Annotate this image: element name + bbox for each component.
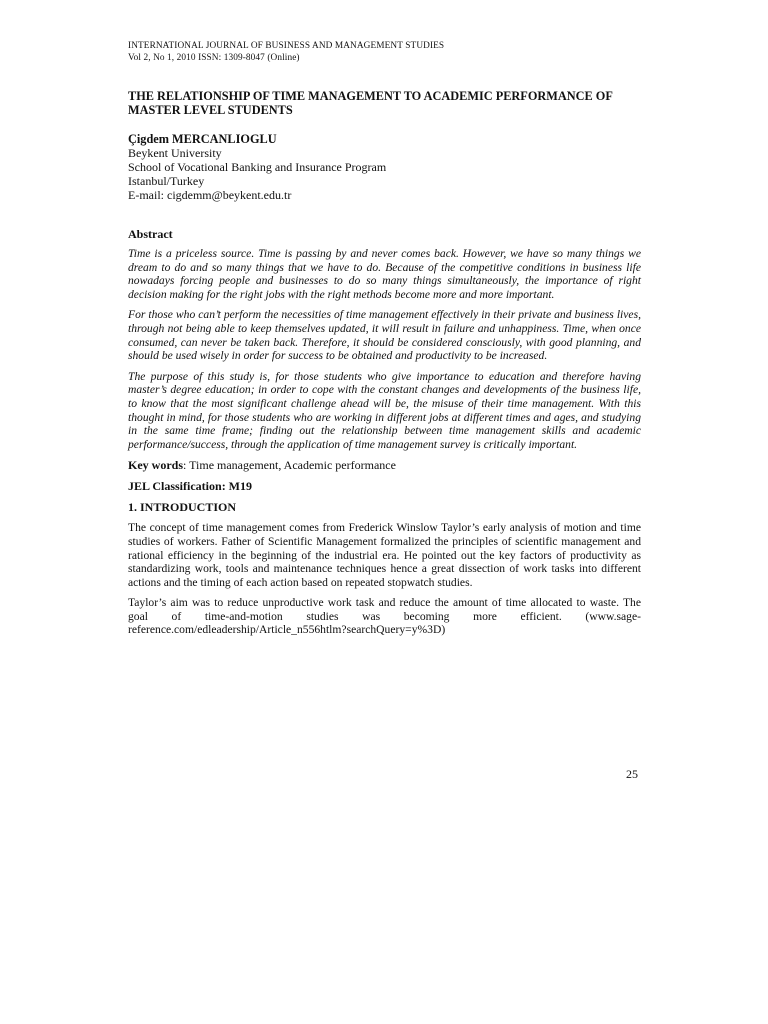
keywords-value: : Time management, Academic performance <box>183 458 396 473</box>
abstract-paragraph: The purpose of this study is, for those students who give importance to education and therefore having master’s degree education; in order to cope with the constant changes and developments of the business life, to know that the most significant challenge ahead will be, the misuse of their time management. With this thought in mind, for those students who are working in different jobs at different times and ages, and studying in the same time frame; finding out the relationship between time management skills and academic performance/success, through the application of time management survey is critically important. <box>128 369 641 451</box>
author-affiliation-university: Beykent University <box>128 146 222 160</box>
abstract-heading: Abstract <box>128 227 173 241</box>
keywords-label: Key words <box>128 458 183 473</box>
author-email: E-mail: cigdemm@beykent.edu.tr <box>128 188 292 202</box>
keywords-line <box>128 458 641 472</box>
abstract-body <box>128 247 641 451</box>
paper-title: THE RELATIONSHIP OF TIME MANAGEMENT TO ACADEMIC PERFORMANCE OF MASTER LEVEL STUDENTS <box>128 89 613 117</box>
jel-classification-line <box>128 479 641 493</box>
author-name: Çigdem MERCANLIOGLU <box>128 132 277 146</box>
journal-volume-issn: Vol 2, No 1, 2010 ISSN: 1309-8047 (Online) <box>128 53 300 63</box>
journal-header <box>128 40 641 64</box>
journal-name: INTERNATIONAL JOURNAL OF BUSINESS AND MANAGEMENT STUDIES <box>128 41 445 51</box>
jel-label: JEL Classification <box>128 479 222 494</box>
page-number: 25 <box>626 767 638 781</box>
author-block <box>128 132 641 202</box>
paper-page <box>128 40 641 637</box>
introduction-body <box>128 521 641 637</box>
author-affiliation-school: School of Vocational Banking and Insurance Program <box>128 160 387 174</box>
body-paragraph: The concept of time management comes from Frederick Winslow Taylor’s early analysis of motion and time studies of workers. Father of Scientific Management formalized the principles of scientific management and rational efficiency in the beginning of the industrial era. He pointed out the key factors of productivity as standardizing work, tools and maintenance techniques hence a great dissection of work tasks into different actions and the timing of each action based on repeated stopwatch studies. <box>128 521 641 589</box>
abstract-paragraph: For those who can’t perform the necessities of time management effectively in their private and business lives, through not being able to keep themselves updated, it will result in failure and unhappiness. Time, when once consumed, can never be taken back. Therefore, it should be considered consciously, with good planning, and should be used wisely in order for success to be obtained and productivity to be increased. <box>128 308 641 363</box>
body-paragraph: Taylor’s aim was to reduce unproductive work task and reduce the amount of time allocated to waste. The goal of time-and-motion studies was becoming more efficient. (www.sage-reference.com/edleadership/Article_n556htlm?searchQuery=y%3D) <box>128 596 641 637</box>
jel-code: : M19 <box>221 479 253 494</box>
author-affiliation-location: Istanbul/Turkey <box>128 174 205 188</box>
abstract-paragraph: Time is a priceless source. Time is passing by and never comes back. However, we have so many things we dream to do and so many things that we have to do. Because of the competitive conditions in business life nowadays forcing people and businesses to do so many things simultaneously, the importance of right decision making for the right jobs with the right methods become more and more important. <box>128 247 641 301</box>
section-heading-introduction: 1. INTRODUCTION <box>128 500 237 515</box>
